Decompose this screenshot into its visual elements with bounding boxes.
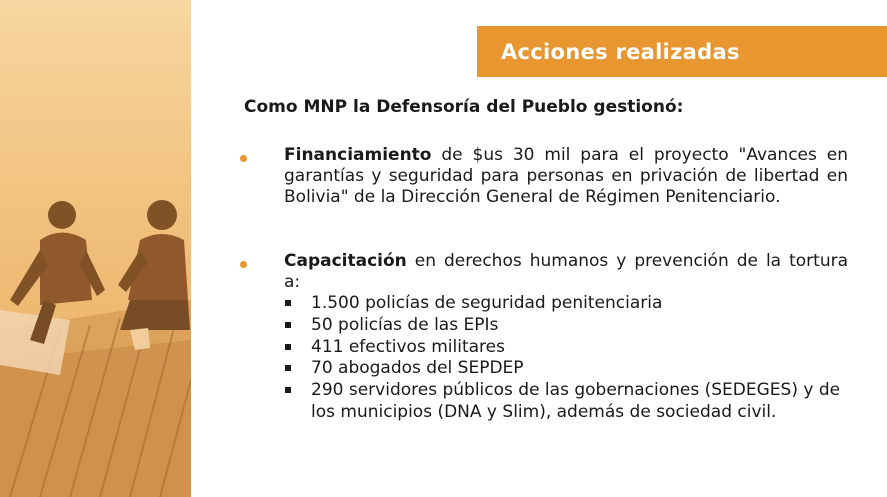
square-bullet-icon: [285, 322, 291, 328]
list-item: 50 policías de las EPIs: [284, 315, 848, 337]
bullet-text: [284, 251, 848, 293]
list-item: 70 abogados del SEPDEP: [284, 358, 848, 380]
bullet-body: de $us 30 mil para el proyecto "Avances en garantías y seguridad para personas en privación de libertad en Bolivia" de la Dirección General de Régimen Penitenciario.: [284, 145, 848, 207]
photo-illustration: [0, 0, 191, 497]
section-title: Acciones realizadas: [501, 39, 740, 64]
bullet-financiamiento: [240, 145, 848, 208]
capacitacion-list: [284, 293, 848, 424]
bullet-lead: Capacitación: [284, 251, 407, 271]
bullet-dot-icon: [240, 261, 247, 268]
square-bullet-icon: [285, 387, 291, 393]
square-bullet-icon: [285, 365, 291, 371]
square-bullet-icon: [285, 344, 291, 350]
section-title-bar: [477, 26, 887, 77]
bullet-text: [284, 145, 848, 208]
bullet-body: en derechos humanos y prevención de la tortura a:: [284, 251, 848, 292]
bullet-capacitacion: [240, 251, 848, 424]
square-bullet-icon: [285, 300, 291, 306]
list-item: 290 servidores públicos de las gobernaciones (SEDEGES) y de los municipios (DNA y Slim), además de sociedad civil.: [284, 380, 848, 424]
intro-heading: Como MNP la Defensoría del Pueblo gestionó:: [244, 97, 684, 117]
list-item: 411 efectivos militares: [284, 337, 848, 359]
prison-protest-photo: [0, 0, 191, 497]
bullet-lead: Financiamiento: [284, 145, 432, 165]
bullet-dot-icon: [240, 155, 247, 162]
list-item: 1.500 policías de seguridad penitenciaria: [284, 293, 848, 315]
